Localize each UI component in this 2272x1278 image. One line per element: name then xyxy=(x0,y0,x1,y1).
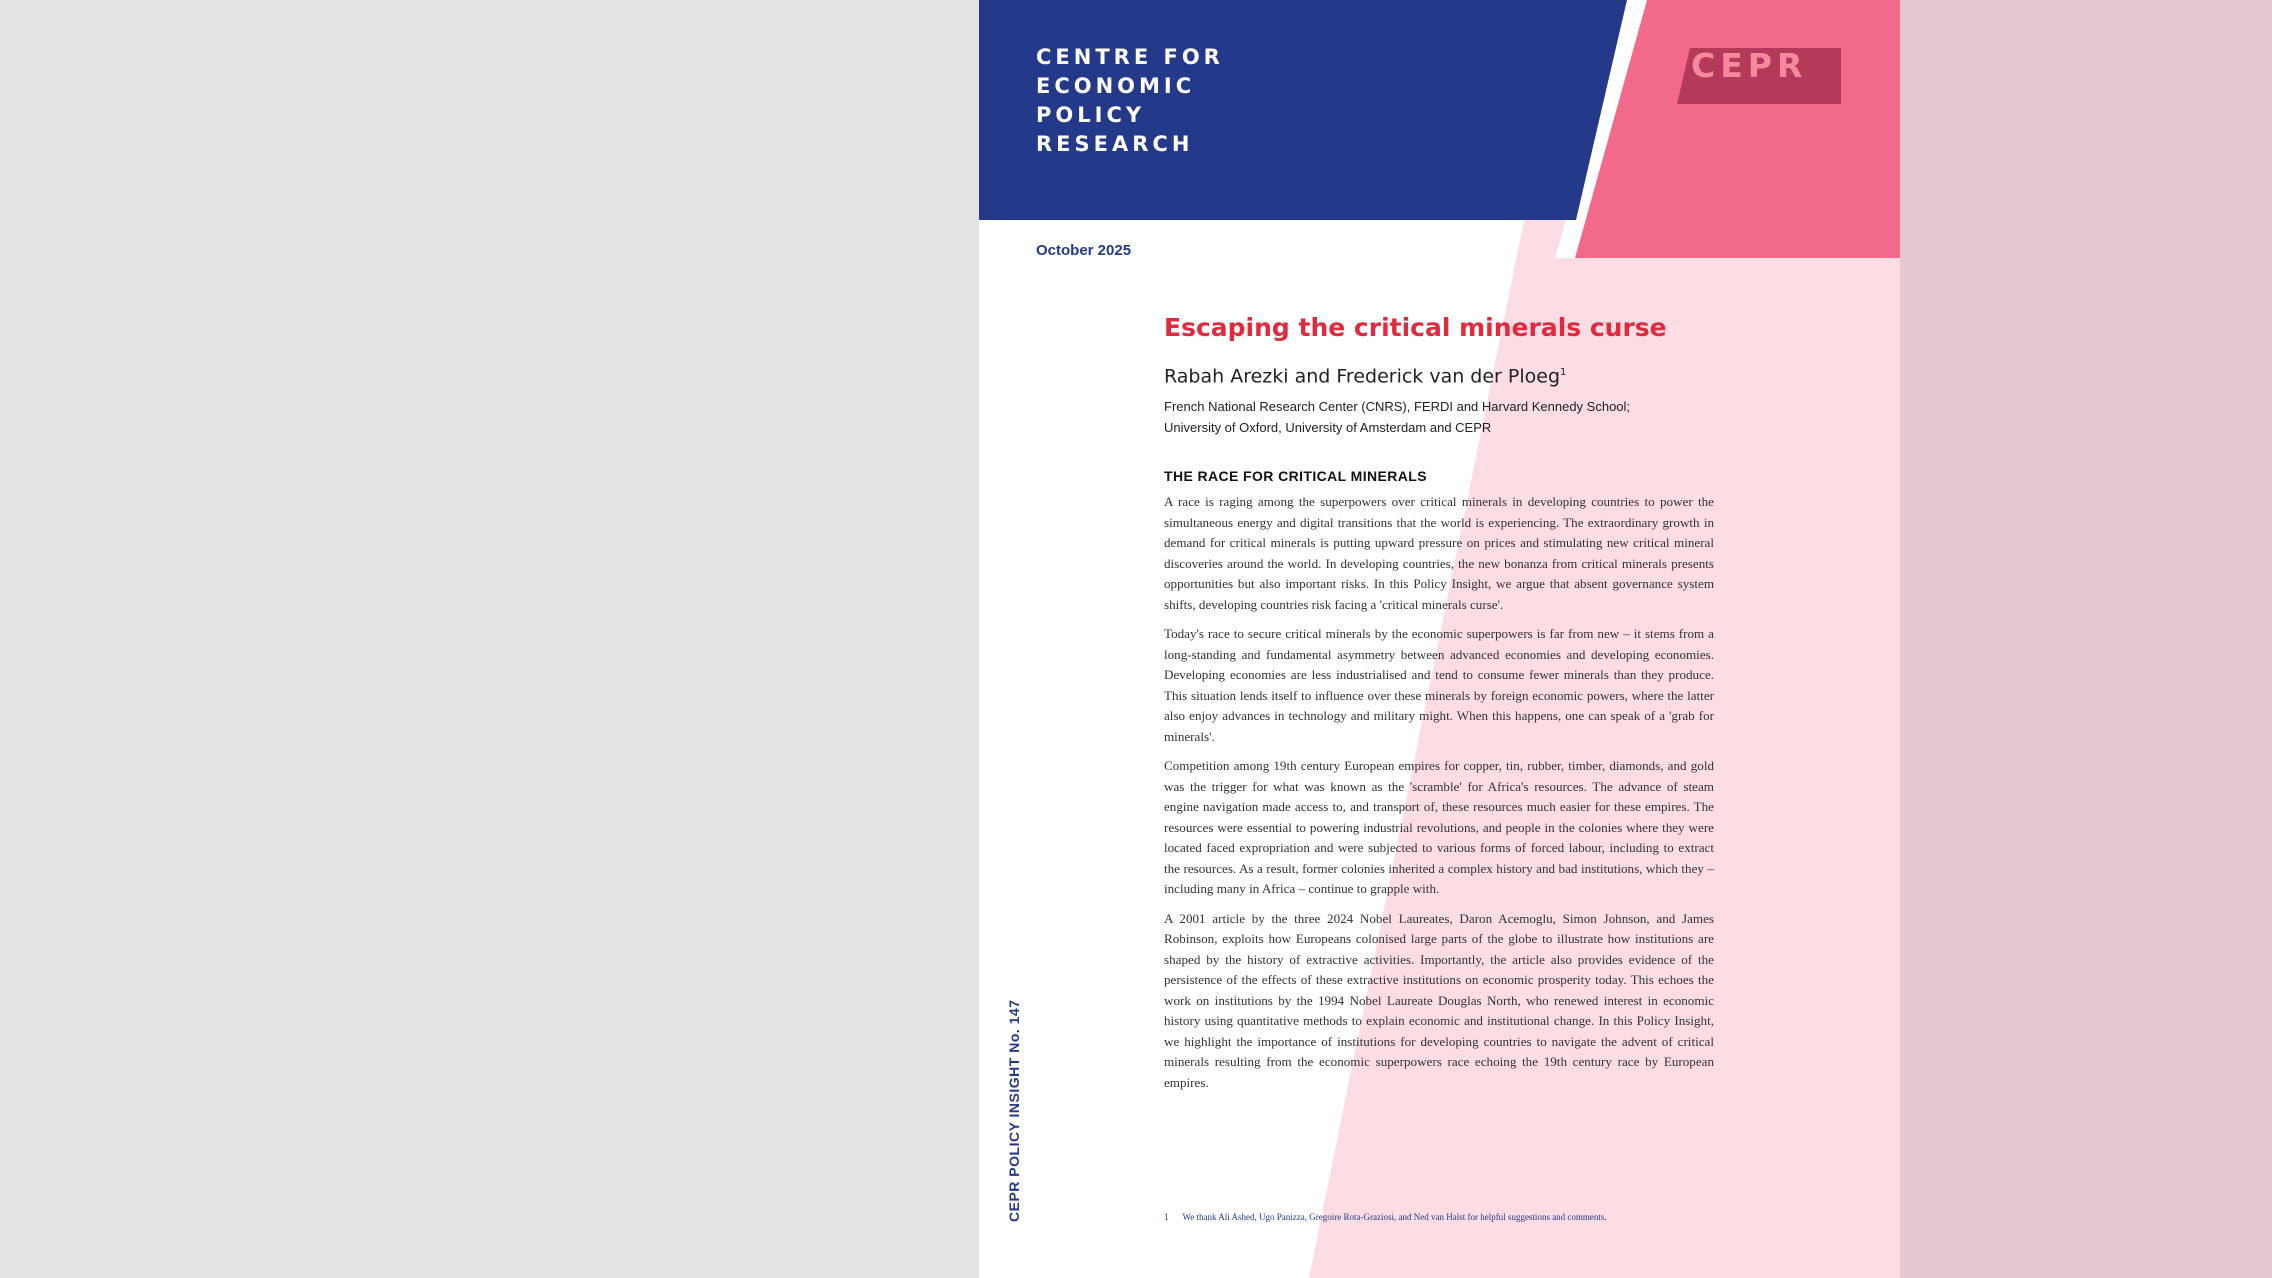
article-title: Escaping the critical minerals curse xyxy=(1164,313,1667,342)
body-paragraph: A 2001 article by the three 2024 Nobel Laureates, Daron Acemoglu, Simon Johnson, and James Robinson, exploits how Europeans colonised large parts of the globe to illustrate how institutions are shaped by the history of extractive activities. Importantly, the article also provides evidence of the persistence of the effects of these extractive institutions on economic prosperity today. This echoes the work on institutions by the 1994 Nobel Laureate Douglas North, who renewed interest in economic history using quantitative methods to explain economic and institutional change. In this Policy Insight, we highlight the importance of institutions for developing countries to navigate the advent of critical minerals resulting from the economic superpowers race echoing the 19th century race by European empires. xyxy=(1164,910,1714,1090)
publication-date: October 2025 xyxy=(1036,242,1132,259)
footnote xyxy=(1164,1212,1724,1222)
right-background-panel xyxy=(1900,0,2272,1278)
body-paragraph: Today's race to secure critical minerals by the economic superpowers is far from new – it stems from a long-standing and fundamental asymmetry between advanced economies and developing economies. Developing economies are less industrialised and tend to consume fewer minerals than they produce. This situation lends itself to influence over these minerals by foreign economic powers, where the latter also enjoy advances in technology and military might. When this happens, one can speak of a 'grab for minerals'. xyxy=(1164,626,1714,744)
author-affiliations xyxy=(1164,396,1714,438)
footnote-number: 1 xyxy=(1164,1212,1169,1222)
cepr-logo: CEPR xyxy=(1691,46,1808,85)
affiliation-line: University of Oxford, University of Amsterdam and CEPR xyxy=(1164,420,1492,436)
publisher-name-line: CENTRE FOR xyxy=(1036,45,1224,69)
document-page xyxy=(979,0,1900,1278)
affiliation-line: French National Research Center (CNRS), FERDI and Harvard Kennedy School; xyxy=(1164,399,1631,415)
body-paragraph: A race is raging among the superpowers over critical minerals in developing countries to power the simultaneous energy and digital transitions that the world is experiencing. The extraordinary growth in demand for critical minerals is putting upward pressure on prices and stimulating new critical mineral discoveries around the world. In developing countries, the new bonanza from critical minerals presents opportunities but also important risks. In this Policy Insight, we argue that absent governance system shifts, developing countries risk facing a 'critical minerals curse'. xyxy=(1164,494,1714,612)
footnote-marker: 1 xyxy=(1560,367,1567,378)
body-paragraph: Competition among 19th century European empires for copper, tin, rubber, timber, diamonds, and gold was the trigger for what was known as the 'scramble' for Africa's resources. The advance of steam engine navigation made access to, and transport of, these resources much easier for these empires. The resources were essential to powering industrial revolutions, and people in the colonies where they were located faced expropriation and were subjected to various forms of forced labour, including to extract the resources. As a result, former colonies inherited a complex history and bad institutions, which they – including many in Africa – continue to grapple with. xyxy=(1164,758,1714,897)
author-names: Rabah Arezki and Frederick van der Ploeg xyxy=(1164,365,1561,388)
publisher-name-line: POLICY xyxy=(1036,103,1146,127)
publisher-name xyxy=(1036,43,1224,159)
series-label: CEPR POLICY INSIGHT No. 147 xyxy=(1006,999,1022,1222)
footnote-text: We thank Ali Ashed, Ugo Panizza, Gregoire Rota-Graziosi, and Ned van Halst for helpful suggestions and comments. xyxy=(1182,1212,1607,1222)
article-authors xyxy=(1164,361,1714,388)
article-body xyxy=(1164,311,1714,1093)
publisher-name-line: RESEARCH xyxy=(1036,132,1194,156)
section-heading: THE RACE FOR CRITICAL MINERALS xyxy=(1164,468,1427,485)
publisher-name-line: ECONOMIC xyxy=(1036,74,1196,98)
